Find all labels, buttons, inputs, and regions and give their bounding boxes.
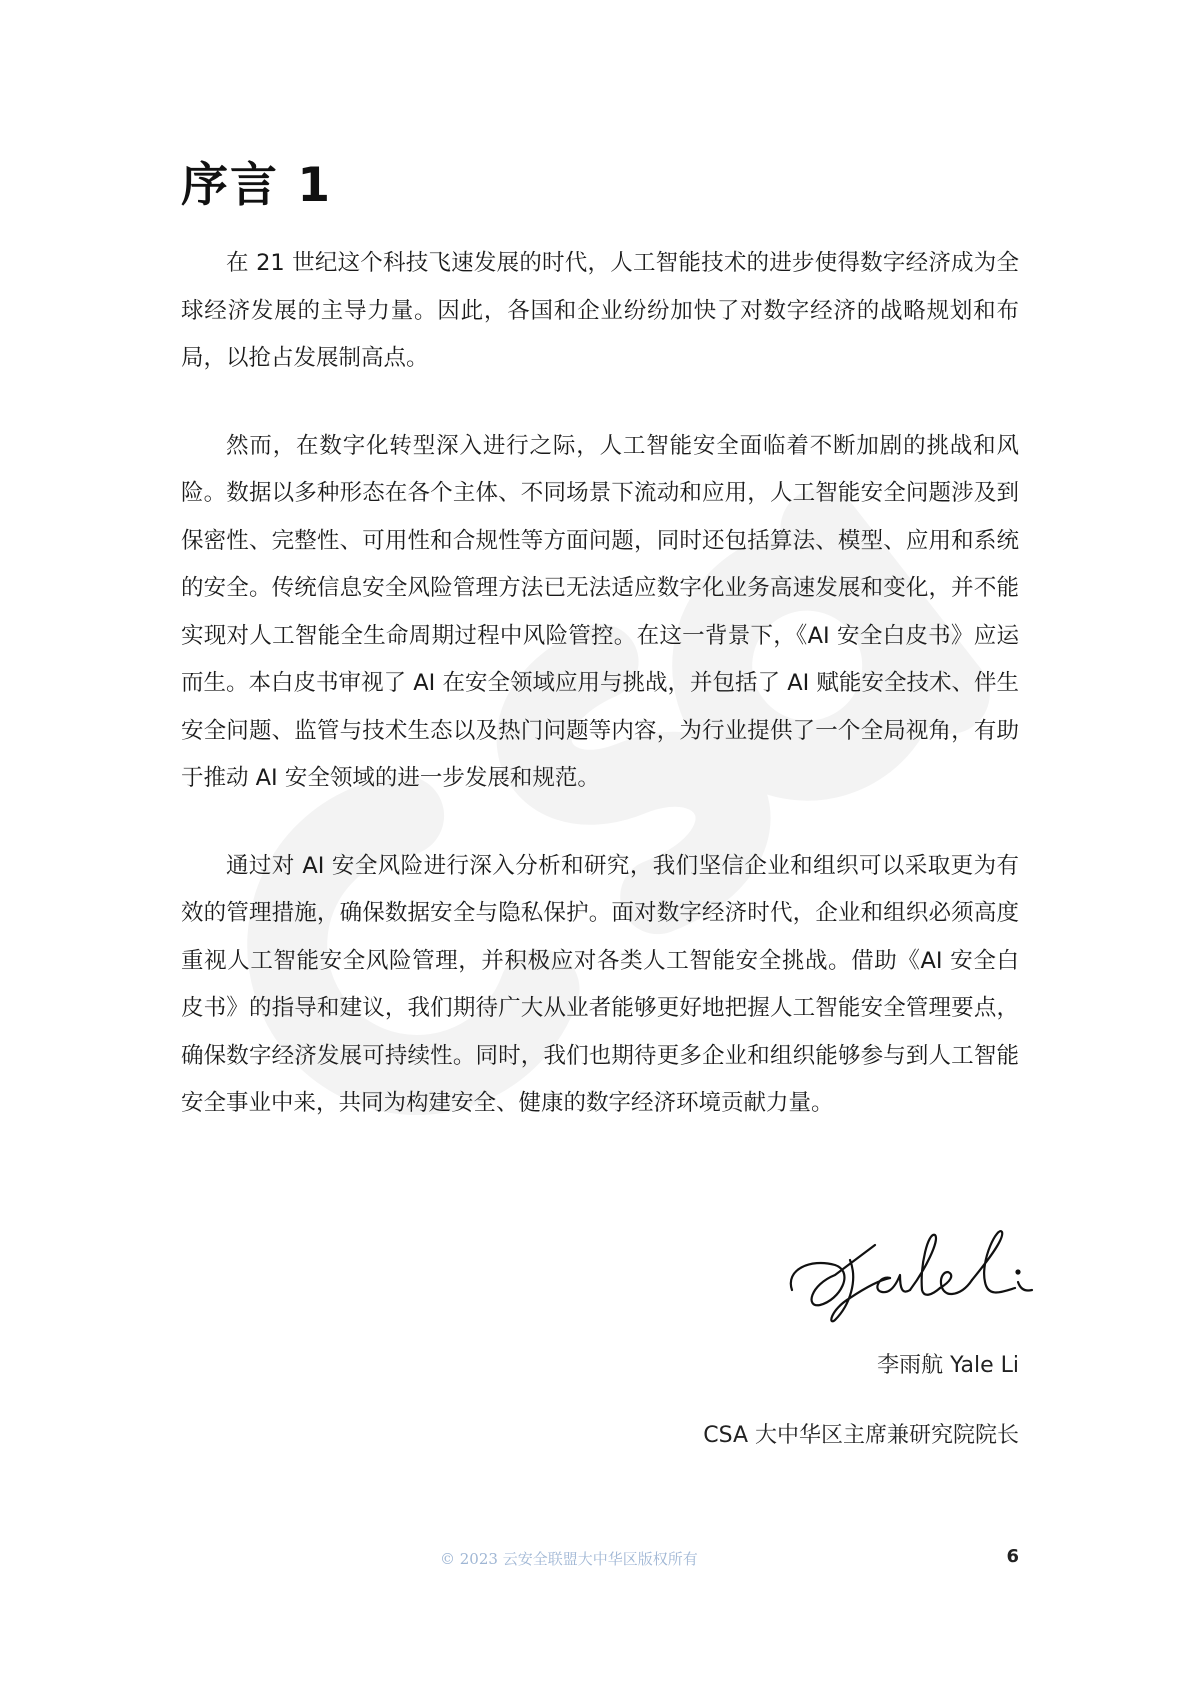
paragraph-3: 通过对 AI 安全风险进行深入分析和研究，我们坚信企业和组织可以采取更为有效的管理措施，确保数据安全与隐私保护。面对数字经济时代，企业和组织必须高度重视人工智能安全风险管理，并积极应对各类人工智能安全挑战。借助《AI 安全白皮书》的指导和建议，我们期待广大从业者能够更好地把握人工智能安全管理要点，确保数字经济发展可持续性。同时，我们也期待更多企业和组织能够参与到人工智能安全事业中来，共同为构建安全、健康的数字经济环境贡献力量。 xyxy=(181,852,1019,1116)
signer-title: CSA 大中华区主席兼研究院院长 xyxy=(703,1423,1019,1448)
signer-name: 李雨航 Yale Li xyxy=(877,1353,1019,1378)
paragraph-1: 在 21 世纪这个科技飞速发展的时代，人工智能技术的进步使得数字经济成为全球经济发展的主导力量。因此，各国和企业纷纷加快了对数字经济的战略规划和布局，以抢占发展制高点。 xyxy=(181,250,1019,371)
handwritten-signature xyxy=(780,1220,1045,1330)
page-title: 序言 1 xyxy=(181,158,333,213)
preface-body xyxy=(181,240,1019,1168)
page-number: 6 xyxy=(1006,1546,1019,1567)
paragraph-2: 然而，在数字化转型深入进行之际，人工智能安全面临着不断加剧的挑战和风险。数据以多种形态在各个主体、不同场景下流动和应用，人工智能安全问题涉及到保密性、完整性、可用性和合规性等方面问题，同时还包括算法、模型、应用和系统的安全。传统信息安全风险管理方法已无法适应数字化业务高速发展和变化，并不能实现对人工智能全生命周期过程中风险管控。在这一背景下，《AI 安全白皮书》应运而生。本白皮书审视了 AI 在安全领域应用与挑战，并包括了 AI 赋能安全技术、伴生安全问题、监管与技术生态以及热门问题等内容，为行业提供了一个全局视角，有助于推动 AI 安全领域的进一步发展和规范。 xyxy=(181,432,1019,791)
copyright-footer: © 2023 云安全联盟大中华区版权所有 xyxy=(440,1550,698,1568)
